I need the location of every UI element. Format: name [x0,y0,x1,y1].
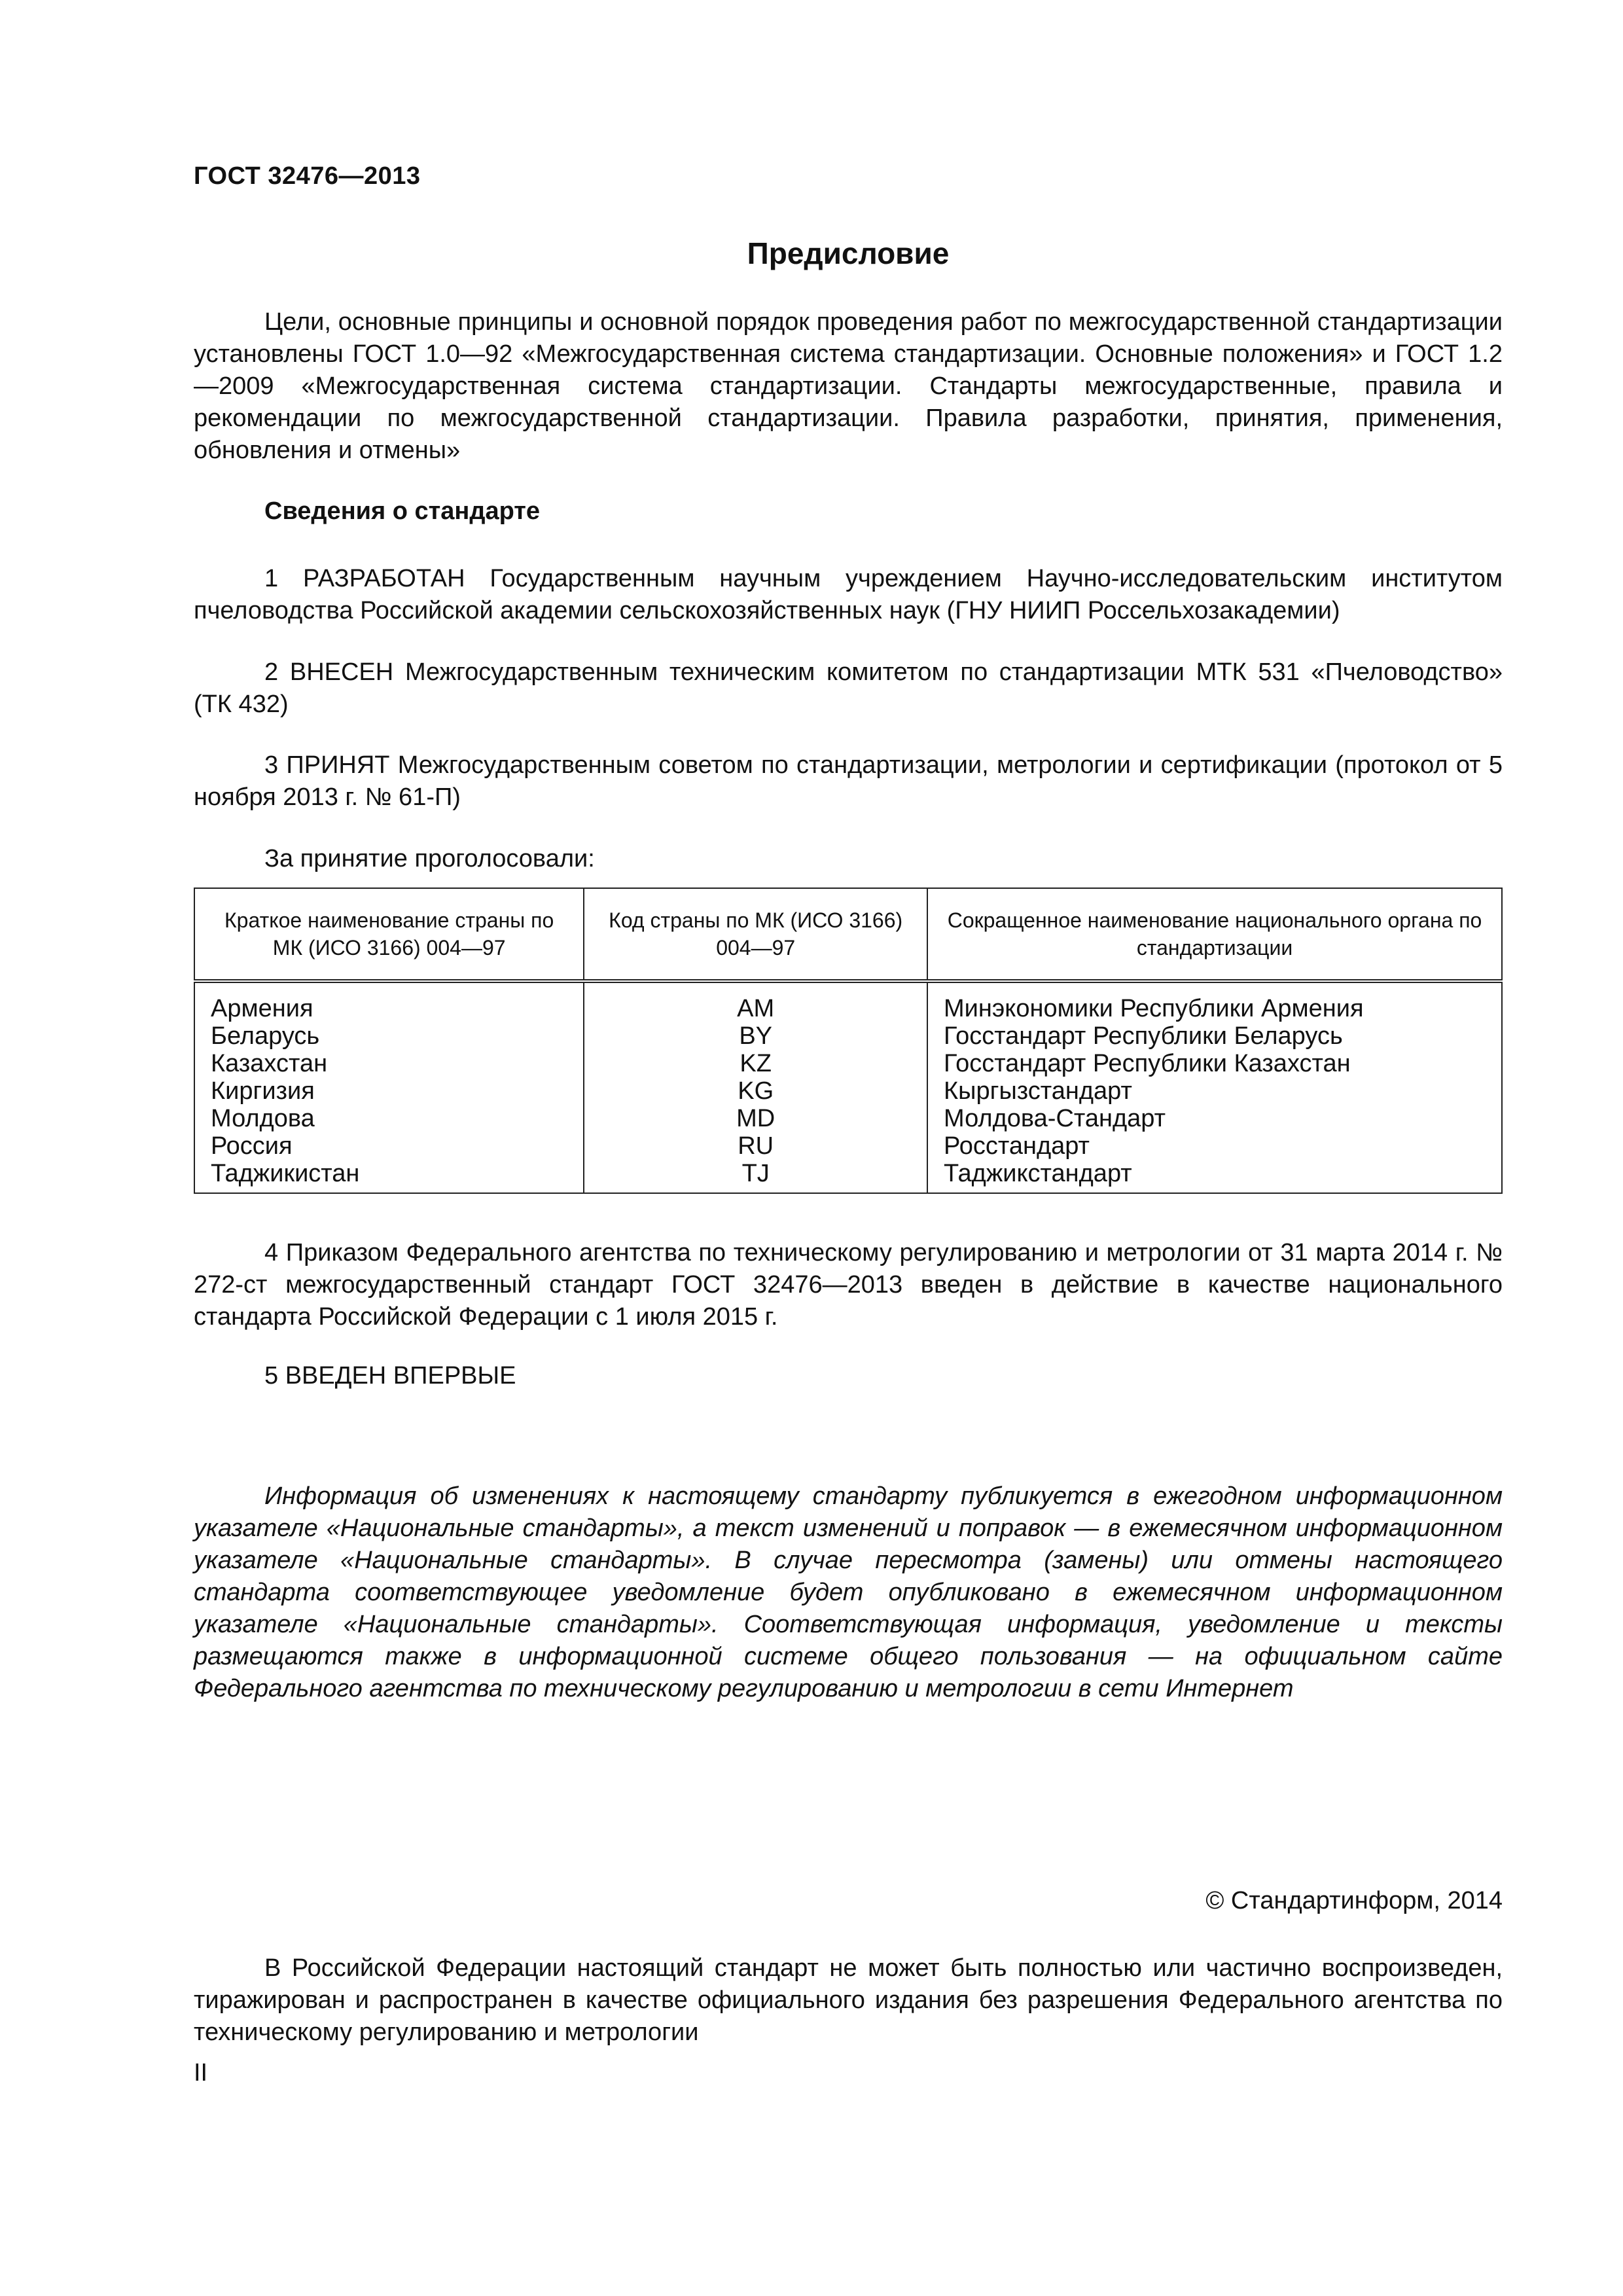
national-bodies-cell [927,981,1502,1193]
country-name: Таджикистан [211,1160,360,1187]
national-body: Кыргызстандарт [944,1077,1132,1105]
changes-info-notice: Информация об изменениях к настоящему стандарту публикуется в ежегодном информационном указателе «Национальные стандарты», а текст изменений и поправок — в ежемесячном информационном указателе «Национальные стандарты». В случае пересмотра (замены) или отмены настоящего стандарта соответствующее уведомление будет опубликовано в ежемесячном информационном указателе «Национальные стандарты». Соответствующая информация, уведомление и тексты размещаются также в информационной системе общего пользования — на официальном сайте Федерального агентства по техническому регулированию и метрологии в сети Интернет [194,1482,1503,1702]
national-body: Госстандарт Республики Казахстан [944,1050,1351,1077]
country-names-cell [194,981,584,1193]
country-name: Россия [211,1132,293,1160]
country-name: Казахстан [211,1050,328,1077]
header-national-body: Сокращенное наименование национального органа по стандартизации [927,888,1502,981]
header-country-code: Код страны по МК (ИСО 3166) 004—97 [584,888,927,981]
national-body: Таджикстандарт [944,1160,1132,1187]
intro-paragraph: Цели, основные принципы и основной порядок проведения работ по межгосударственной стандартизации установлены ГОСТ 1.0—92 «Межгосударственная система стандартизации. Основные положения» и ГОСТ 1.2—2009 «Межгосударственная система стандартизации. Стандарты межгосударственные, правила и рекомендации по межгосударственной стандартизации. Правила разработки, принятия, применения, обновления и отмены» [194,308,1503,464]
item-4-order: 4 Приказом Федерального агентства по техническому регулированию и метрологии от 31 марта 2014 г. № 272-ст межгосударственный стандарт ГОСТ 32476—2013 введен в действие в качестве национального стандарта Российской Федерации с 1 июля 2015 г. [194,1239,1503,1331]
item-5-first-introduced: 5 ВВЕДЕН ВПЕРВЫЕ [264,1362,516,1390]
voting-table [194,888,1503,1194]
page-number: II [194,2059,208,2087]
national-body: Госстандарт Республики Беларусь [944,1022,1343,1050]
table-body-row [194,981,1502,1193]
item-2-introduced: 2 ВНЕСЕН Межгосударственным техническим комитетом по стандартизации МТК 531 «Пчеловодство» (ТК 432) [194,658,1503,718]
country-code: RU [738,1132,774,1160]
standard-header: ГОСТ 32476—2013 [194,162,421,190]
header-country-name: Краткое наименование страны по МК (ИСО 3166) 004—97 [194,888,584,981]
page-title: Предисловие [747,236,950,270]
country-name: Молдова [211,1105,315,1132]
country-code: AM [737,995,775,1022]
table-header-row [194,888,1502,981]
document-page [194,0,1503,2296]
item-3-adopted: 3 ПРИНЯТ Межгосударственным советом по стандартизации, метрологии и сертификации (протокол от 5 ноября 2013 г. № 61-П) [194,751,1503,811]
country-codes-cell [584,981,927,1193]
national-body: Росстандарт [944,1132,1090,1160]
copyright-notice: © Стандартинформ, 2014 [1205,1887,1503,1914]
country-name: Киргизия [211,1077,315,1105]
country-code: KG [738,1077,774,1105]
item-1-developed: 1 РАЗРАБОТАН Государственным научным учреждением Научно-исследовательским институтом пчеловодства Российской академии сельскохозяйственных наук (ГНУ НИИП Россельхозакадемии) [194,565,1503,624]
about-standard-heading: Сведения о стандарте [264,497,541,525]
country-code: BY [739,1022,773,1050]
national-body: Минэкономики Республики Армения [944,995,1364,1022]
vote-intro: За принятие проголосовали: [264,845,595,872]
country-code: KZ [740,1050,772,1077]
country-code: TJ [741,1160,770,1187]
country-name: Армения [211,995,313,1022]
country-code: MD [736,1105,776,1132]
reproduction-rights-notice: В Российской Федерации настоящий стандарт не может быть полностью или частично воспроизведен, тиражирован и распространен в качестве официального издания без разрешения Федерального агентства по техническому регулированию и метрологии [194,1954,1503,2046]
country-name: Беларусь [211,1022,320,1050]
national-body: Молдова-Стандарт [944,1105,1166,1132]
